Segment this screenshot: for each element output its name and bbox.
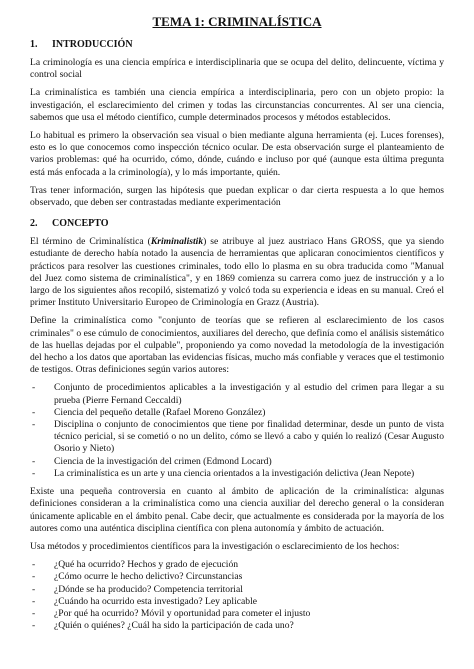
list-item: - ¿Por qué ha ocurrido? Móvil y oportunidad para cometer el injusto xyxy=(32,607,311,619)
emphasis-term: Kriminalistik xyxy=(150,236,204,248)
list-item: - ¿Qué ha ocurrido? Hechos y grado de ejecución xyxy=(32,559,239,571)
bullet: - xyxy=(32,559,36,571)
list-item: - ¿Cómo ocurre le hecho delictivo? Circunstancias xyxy=(32,571,243,583)
list-item: - Ciencia del pequeño detalle (Rafael Moreno González) xyxy=(32,406,266,418)
list-item: - La criminalística es un arte y una ciencia orientados a la investigación delictiva (Jean Nepote) xyxy=(32,467,415,479)
bullet: - xyxy=(32,571,36,583)
bullet: - xyxy=(32,382,36,394)
bullet: - xyxy=(32,419,36,431)
bullet: - xyxy=(32,406,36,418)
section-title: INTRODUCCIÓN xyxy=(52,39,133,50)
section-heading-concepto xyxy=(30,218,444,230)
bullet: - xyxy=(32,620,36,632)
paragraph: Define la criminalística como "conjunto de teorías que se refieren al esclarecimiento de los casos criminales" o ese cúmulo de conocimientos, auxiliares del derecho, que definía como el análisis sistemático de las huellas dejadas por el culpable", proponiendo ya como novedad la metodología de la investigación del hecho a los datos que aportaban las evidencias físicas, mucho más confiable y veraces que el testimonio de testigos. Otras definiciones según varios autores: xyxy=(30,315,444,376)
list-item: - Disciplina o conjunto de conocimientos que tiene por finalidad determinar, desde un punto de vista técnico pericial, si se cometió o no un delito, cómo se llevó a cabo y quién lo realizó (Cesar Augusto Osorio y Nieto) xyxy=(32,419,444,455)
paragraph: Lo habitual es primero la observación sea visual o bien mediante alguna herramienta (ej. Luces forenses), esto es lo que conocemos como inspección técnico ocular. De esta observación surge el planteamiento de varios problemas: qué ha ocurrido, cómo, dónde, cuándo e incluso por qué (aunque esta última pregunta está más enfocada a la criminología), y lo más importante, quién. xyxy=(30,130,444,178)
bullet: - xyxy=(32,595,36,607)
bullet: - xyxy=(32,455,36,467)
definitions-list xyxy=(30,382,444,480)
bullet: - xyxy=(32,467,36,479)
section-number: 1. xyxy=(30,39,38,50)
paragraph: Existe una pequeña controversia en cuanto al ámbito de aplicación de la criminalística: algunas definiciones consideran a la criminalística como una ciencia auxiliar del derecho general o la consideran únicamente aplicable en el ámbito penal. Cabe decir, que actualmente es considerada por la mayoría de los autores como una auténtica disciplina científica con plena autonomía y ámbito de actuación. xyxy=(30,486,444,534)
section-heading-introduccion xyxy=(30,39,444,51)
paragraph-text: El término de Criminalística ( xyxy=(30,236,151,248)
list-item: - Conjunto de procedimientos aplicables a la investigación y al estudio del crimen para llegar a su prueba (Pierre Fernand Ceccaldi) xyxy=(32,382,444,406)
bullet: - xyxy=(32,583,36,595)
paragraph: La criminalística es también una ciencia empírica a interdisciplinaria, pero con un objeto propio: la investigación, el esclarecimiento del crimen y todas las circunstancias concurrentes. Al ser una ciencia, sabemos que usa el método científico, cumple determinados procesos y métodos establecidos. xyxy=(30,87,444,123)
section-title: CONCEPTO xyxy=(52,218,109,230)
list-item: - Ciencia de la investigación del crimen (Edmond Locard) xyxy=(32,455,272,467)
document-title: TEMA 1: CRIMINALÍSTICA xyxy=(152,14,322,29)
list-item: - ¿Dónde se ha producido? Competencia territorial xyxy=(32,583,243,595)
paragraph: La criminología es una ciencia empírica e interdisciplinaria que se ocupa del delito, delincuente, víctima y control social xyxy=(30,57,444,81)
paragraph: Tras tener información, surgen las hipótesis que puedan explicar o dar cierta respuesta a lo que hemos observado, que deben ser contrastadas mediante experimentación xyxy=(30,184,444,209)
paragraph xyxy=(30,236,444,309)
section-number: 2. xyxy=(30,218,38,230)
paragraph-text: ) se atribuye al juez austriaco Hans GROSS, que ya siendo estudiante de derecho había notado la ausencia de herramientas que aplicaran conocimientos científicos y prácticos para resolver las cuestiones criminales, todo ello lo plasma en su obra traducida como "Manual del Juez como sistema de criminalística", y en 1869 comienza su carrera como juez de instrucción y a lo largo de los siguientes años recopiló, sistematizó y volcó toda su experiencia e ideas en su manual. Creó el primer Instituto Universitario Europeo de Criminología en Grazz (Austria). xyxy=(30,236,444,309)
paragraph: Usa métodos y procedimientos científicos para la investigación o esclarecimiento de los hechos: xyxy=(30,540,400,552)
bullet: - xyxy=(32,607,36,619)
list-item: - ¿Quién o quiénes? ¿Cuál ha sido la participación de cada uno? xyxy=(32,620,294,632)
questions-list xyxy=(30,559,444,632)
list-item: - ¿Cuándo ha ocurrido esta investigado? Ley aplicable xyxy=(32,595,257,607)
